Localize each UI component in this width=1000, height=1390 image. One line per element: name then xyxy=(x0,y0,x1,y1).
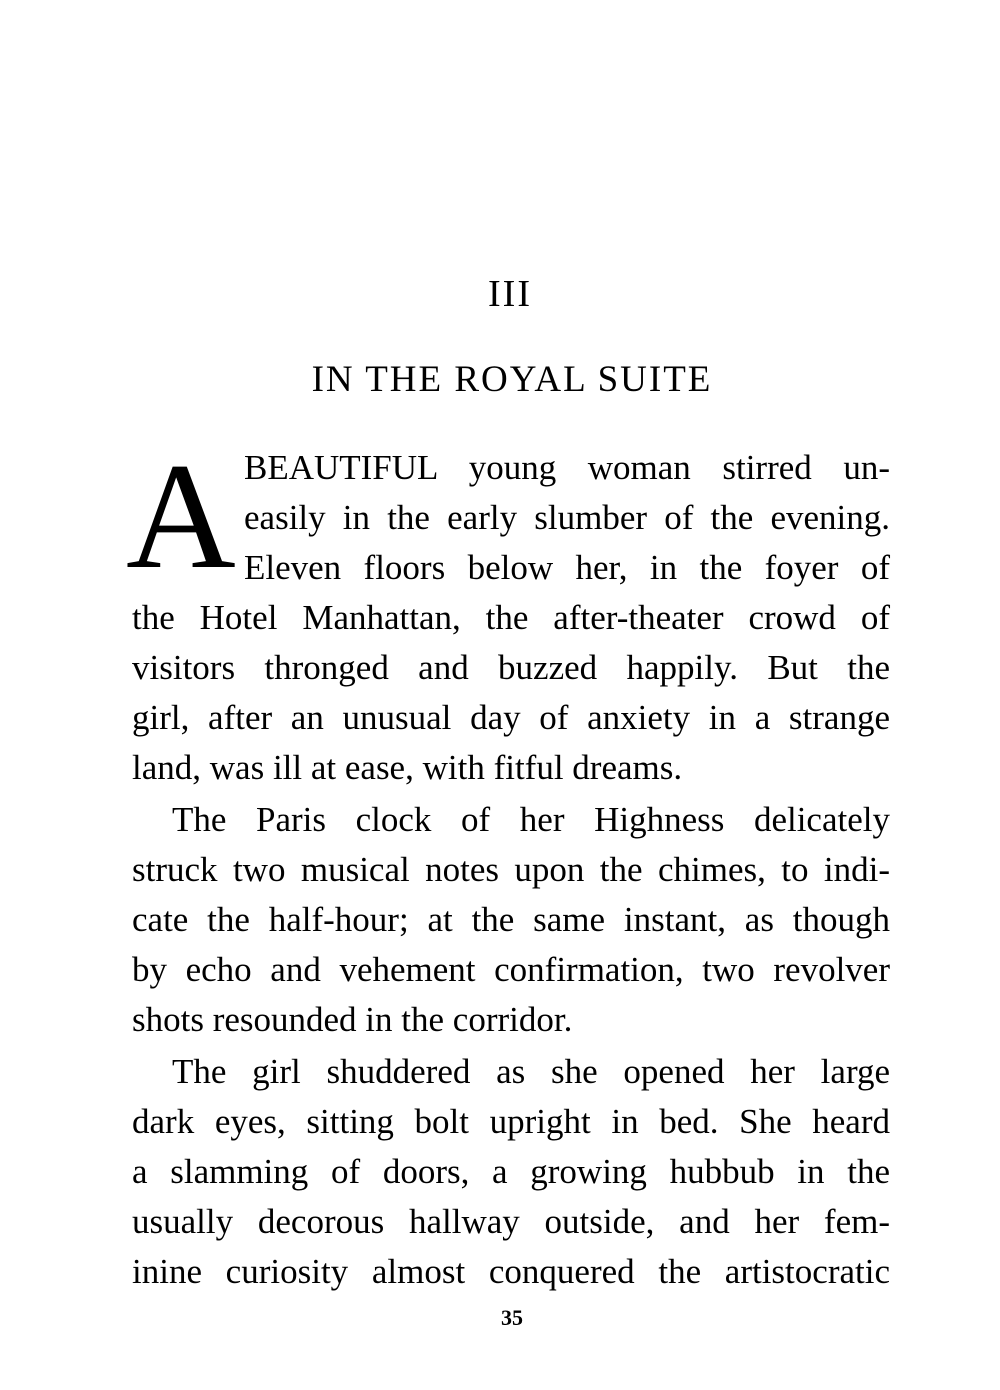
text-line: dark eyes, sitting bolt upright in bed. She heard xyxy=(132,1102,890,1141)
text-line: the Hotel Manhattan, the after-theater crowd of xyxy=(132,598,890,637)
text-line: The Paris clock of her Highness delicately xyxy=(172,800,890,839)
drop-cap: A xyxy=(126,432,236,600)
text-line: BEAUTIFUL young woman stirred un- xyxy=(244,448,890,487)
page-number: 35 xyxy=(501,1305,523,1330)
text-line: by echo and vehement confirmation, two revolver xyxy=(132,950,890,989)
text-line: land, was ill at ease, with fitful dreams. xyxy=(132,748,683,787)
text-line: a slamming of doors, a growing hubbub in the xyxy=(132,1152,890,1191)
chapter-number: III xyxy=(488,273,532,315)
text-line: struck two musical notes upon the chimes, to indi- xyxy=(132,850,890,889)
text-line: usually decorous hallway outside, and her fem- xyxy=(132,1202,890,1241)
text-line: cate the half-hour; at the same instant, as though xyxy=(132,900,890,939)
chapter-title: IN THE ROYAL SUITE xyxy=(311,359,713,400)
text-line: girl, after an unusual day of anxiety in a strange xyxy=(132,698,890,737)
text-line: inine curiosity almost conquered the artistocratic xyxy=(132,1252,890,1291)
text-line: Eleven floors below her, in the foyer of xyxy=(244,548,890,587)
text-line: shots resounded in the corridor. xyxy=(132,1000,573,1039)
text-line: The girl shuddered as she opened her large xyxy=(172,1052,890,1091)
text-line: easily in the early slumber of the evening. xyxy=(244,498,890,537)
text-line: visitors thronged and buzzed happily. But the xyxy=(132,648,890,687)
